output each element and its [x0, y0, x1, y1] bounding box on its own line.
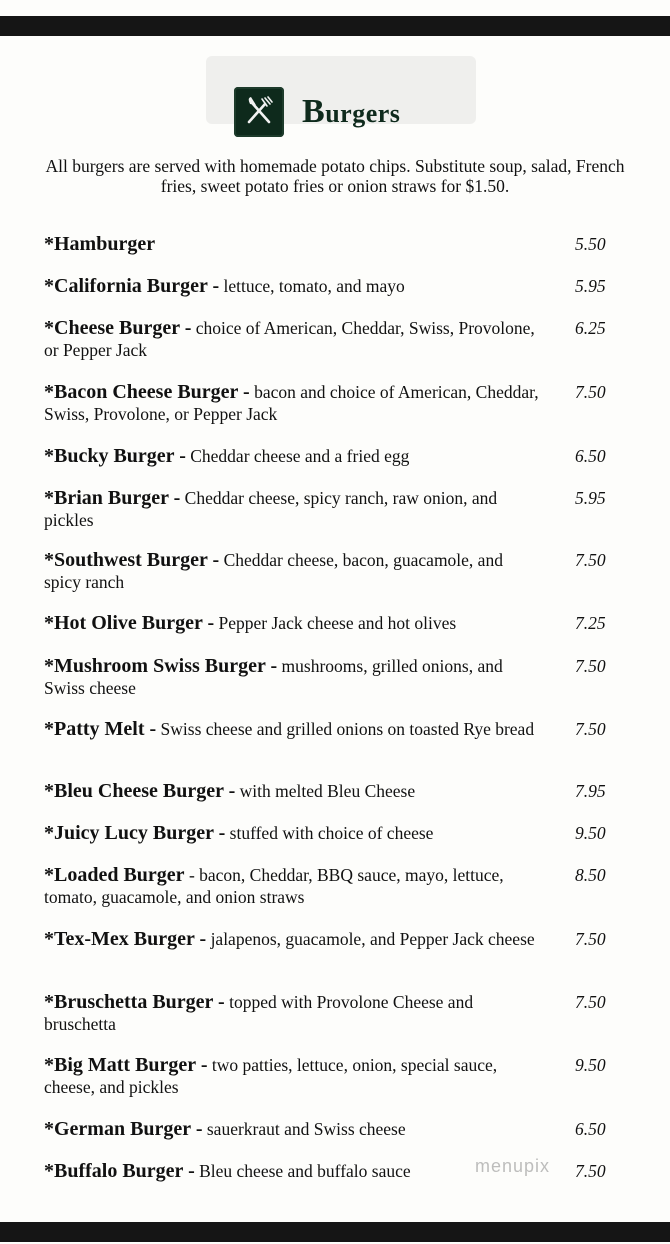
menu-item-price: 7.50	[575, 656, 606, 676]
menu-item	[44, 317, 644, 361]
menu-item-price: 9.50	[575, 1055, 606, 1075]
menu-item-description: stuffed with choice of cheese	[225, 823, 434, 843]
menu-item-name: *Juicy Lucy Burger -	[44, 822, 226, 844]
menu-item-name: *Hot Olive Burger -	[44, 612, 215, 634]
menu-item-name: *Loaded Burger	[44, 864, 185, 886]
menu-item	[44, 1054, 644, 1098]
menu-item	[44, 928, 644, 950]
menu-item-text	[44, 822, 544, 844]
menu-item-text	[44, 1054, 544, 1098]
menu-item-price: 5.95	[575, 276, 606, 296]
fork-knife-icon	[234, 87, 284, 137]
menu-item-text	[44, 928, 544, 950]
menu-item-price: 7.50	[575, 1161, 606, 1181]
top-border-bar	[0, 16, 670, 36]
menu-item-name: *Bruschetta Burger -	[44, 991, 225, 1013]
menu-item-text	[44, 655, 544, 699]
menu-item-price: 6.25	[575, 318, 606, 338]
menu-item-name: *Mushroom Swiss Burger -	[44, 655, 278, 677]
menu-item-text	[44, 991, 544, 1035]
menu-item-name: *Bacon Cheese Burger -	[44, 381, 250, 403]
menu-item-text	[44, 718, 544, 740]
menu-item	[44, 655, 644, 699]
menu-item-name: *California Burger -	[44, 275, 220, 297]
intro-text: All burgers are served with homemade potato chips. Substitute soup, salad, French fries, sweet potato fries or onion straws for $1.50.	[45, 156, 625, 196]
menu-item-description: mushrooms, grilled onions, and Swiss cheese	[44, 656, 503, 698]
menu-item-text	[44, 1118, 544, 1140]
section-title: Burgers	[302, 93, 401, 130]
menu-item-text	[44, 445, 544, 467]
menu-item	[44, 275, 644, 297]
menu-item-name: *Big Matt Burger -	[44, 1054, 208, 1076]
menu-item-description: Cheddar cheese, bacon, guacamole, and spicy ranch	[44, 550, 503, 592]
section-header	[234, 86, 400, 138]
menu-item-price: 6.50	[575, 446, 606, 466]
menu-item-name: *Buffalo Burger -	[44, 1160, 195, 1182]
menu-item-text	[44, 549, 544, 593]
menu-item-text	[44, 864, 544, 908]
menu-item	[44, 1160, 644, 1182]
menu-item-description: jalapenos, guacamole, and Pepper Jack cheese	[206, 929, 535, 949]
menu-item-price: 7.50	[575, 929, 606, 949]
menu-item-description: two patties, lettuce, onion, special sauce, cheese, and pickles	[44, 1055, 498, 1097]
menu-item-price: 7.50	[575, 550, 606, 570]
menu-item	[44, 822, 644, 844]
menu-item-text	[44, 487, 544, 531]
menu-item-description: Bleu cheese and buffalo sauce	[194, 1161, 411, 1181]
menu-item-price: 7.25	[575, 613, 606, 633]
menu-item-name: *Southwest Burger -	[44, 549, 220, 571]
menu-item-price: 5.95	[575, 488, 606, 508]
menu-item-price: 9.50	[575, 823, 606, 843]
menu-item-description: Cheddar cheese, spicy ranch, raw onion, and pickles	[44, 488, 498, 530]
menu-item-name: *Tex-Mex Burger -	[44, 928, 207, 950]
menu-item-price: 8.50	[575, 865, 606, 885]
menu-item-price: 7.50	[575, 382, 606, 402]
menu-item	[44, 445, 644, 467]
menu-item-text	[44, 381, 544, 425]
menupix-watermark: menupix	[475, 1156, 551, 1176]
menu-item-text	[44, 275, 544, 297]
menu-item	[44, 1118, 644, 1140]
menu-item-price: 7.50	[575, 719, 606, 739]
menu-item	[44, 381, 644, 425]
menu-item-price: 6.50	[575, 1119, 606, 1139]
menu-item-description: Swiss cheese and grilled onions on toasted Rye bread	[156, 719, 535, 739]
menu-item-price: 5.50	[575, 234, 606, 254]
menu-item-text	[44, 233, 544, 255]
menu-item-text	[44, 780, 544, 802]
menu-item-name: *Cheese Burger -	[44, 317, 192, 339]
menu-item-name: *Bucky Burger -	[44, 445, 186, 467]
menu-item-description: sauerkraut and Swiss cheese	[202, 1119, 406, 1139]
menu-item-name: *Hamburger	[44, 233, 156, 255]
menu-item	[44, 780, 644, 802]
menu-item	[44, 864, 644, 908]
menu-item-description: with melted Bleu Cheese	[235, 781, 416, 801]
menu-item	[44, 549, 644, 593]
menu-item	[44, 233, 644, 255]
menu-item-description: bacon and choice of American, Cheddar, Swiss, Provolone, or Pepper Jack	[44, 382, 539, 424]
menu-item-description: topped with Provolone Cheese and bruschetta	[44, 992, 474, 1034]
menu-item	[44, 991, 644, 1035]
menu-item-description: Cheddar cheese and a fried egg	[185, 446, 410, 466]
menu-item-name: *Bleu Cheese Burger -	[44, 780, 236, 802]
menu-item-name: *Patty Melt -	[44, 718, 157, 740]
menu-item-price: 7.95	[575, 781, 606, 801]
menu-item-description: lettuce, tomato, and mayo	[219, 276, 405, 296]
menu-item-price: 7.50	[575, 992, 606, 1012]
menu-item-name: *Brian Burger -	[44, 487, 181, 509]
menu-item	[44, 612, 644, 634]
menu-item-text	[44, 317, 544, 361]
menu-item-description: - bacon, Cheddar, BBQ sauce, mayo, lettuce, tomato, guacamole, and onion straws	[44, 865, 504, 907]
menu-item	[44, 487, 644, 531]
menu-item-text	[44, 612, 544, 634]
menu-item-name: *German Burger -	[44, 1118, 203, 1140]
bottom-border-bar	[0, 1222, 670, 1242]
menu-item-text	[44, 1160, 544, 1182]
menu-item	[44, 718, 644, 740]
menu-item-description: choice of American, Cheddar, Swiss, Provolone, or Pepper Jack	[44, 318, 535, 360]
menu-item-description: Pepper Jack cheese and hot olives	[214, 613, 457, 633]
